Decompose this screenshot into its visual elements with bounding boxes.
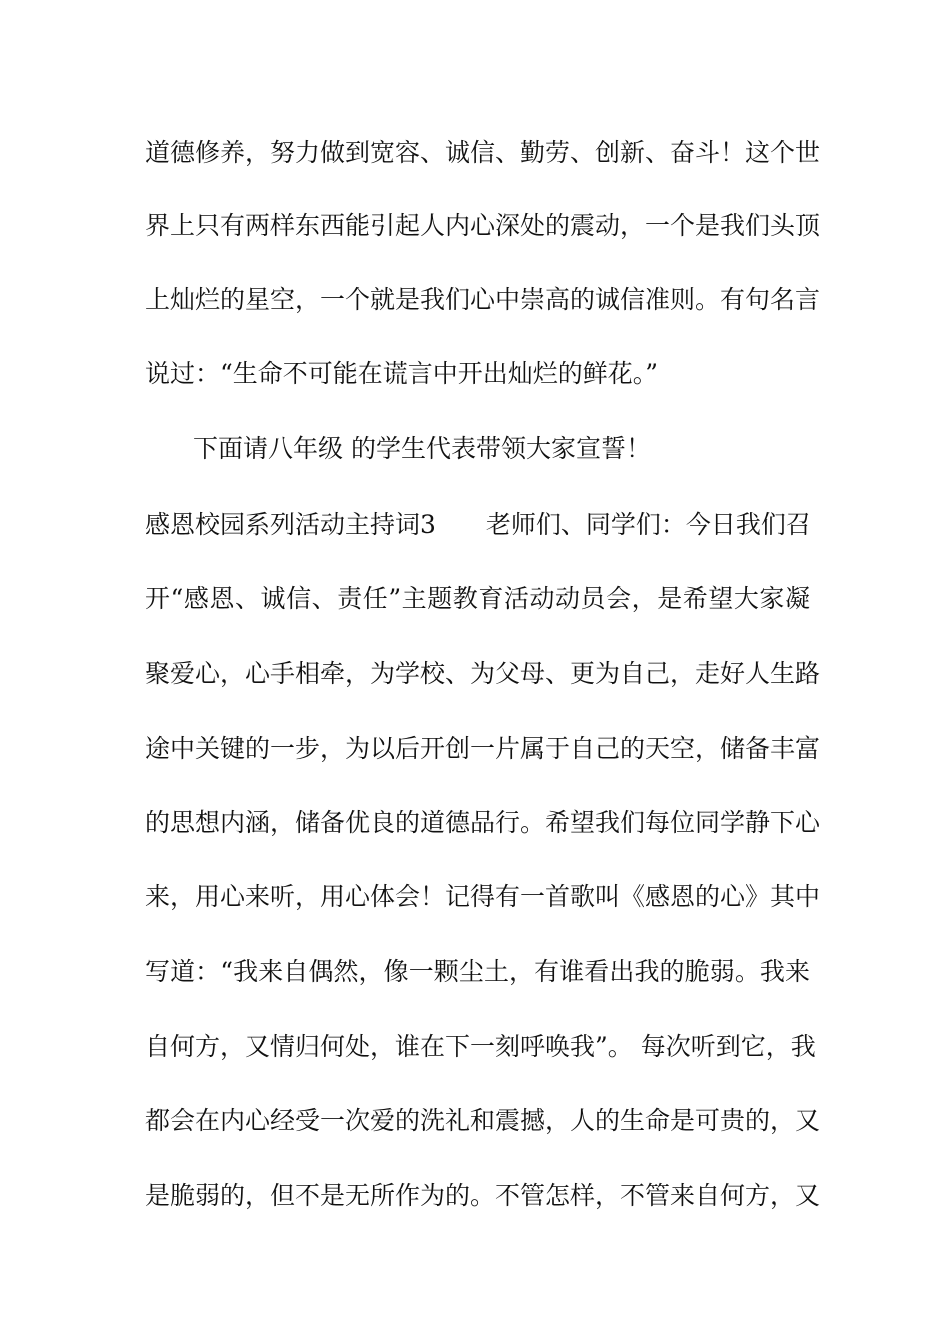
text-line: 来，用心来听，用心体会！记得有一首歌叫《感恩的心》其中 [145, 882, 821, 911]
text-line: 聚爱心，心手相牵，为学校、为父母、更为自己，走好人生路 [145, 659, 821, 688]
text-line: 开“感恩、诚信、责任”主题教育活动动员会，是希望大家凝 [145, 584, 810, 613]
text-line: 上灿烂的星空，一个就是我们心中崇高的诚信准则。有句名言 [145, 285, 821, 314]
text-line: 感恩校园系列活动主持词3 老师们、同学们：今日我们召 [145, 510, 811, 539]
text-line: 自何方，又情归何处，谁在下一刻呼唤我”。 每次听到它，我 [145, 1032, 816, 1061]
text-line: 写道：“我来自偶然，像一颗尘土，有谁看出我的脆弱。我来 [145, 957, 810, 986]
text-line: 界上只有两样东西能引起人内心深处的震动，一个是我们头顶 [145, 211, 821, 240]
text-line: 都会在内心经受一次爱的洗礼和震撼，人的生命是可贵的，又 [145, 1106, 821, 1135]
text-line: 的思想内涵，储备优良的道德品行。希望我们每位同学静下心 [145, 808, 821, 837]
text-line: 下面请八年级 的学生代表带领大家宣誓！ [193, 434, 651, 463]
text-line: 是脆弱的，但不是无所作为的。不管怎样，不管来自何方，又 [145, 1181, 821, 1210]
text-line: 途中关键的一步，为以后开创一片属于自己的天空，储备丰富 [145, 734, 821, 763]
text-line: 道德修养，努力做到宽容、诚信、勤劳、创新、奋斗！这个世 [145, 138, 821, 167]
text-line: 说过：“生命不可能在谎言中开出灿烂的鲜花。” [145, 359, 659, 388]
